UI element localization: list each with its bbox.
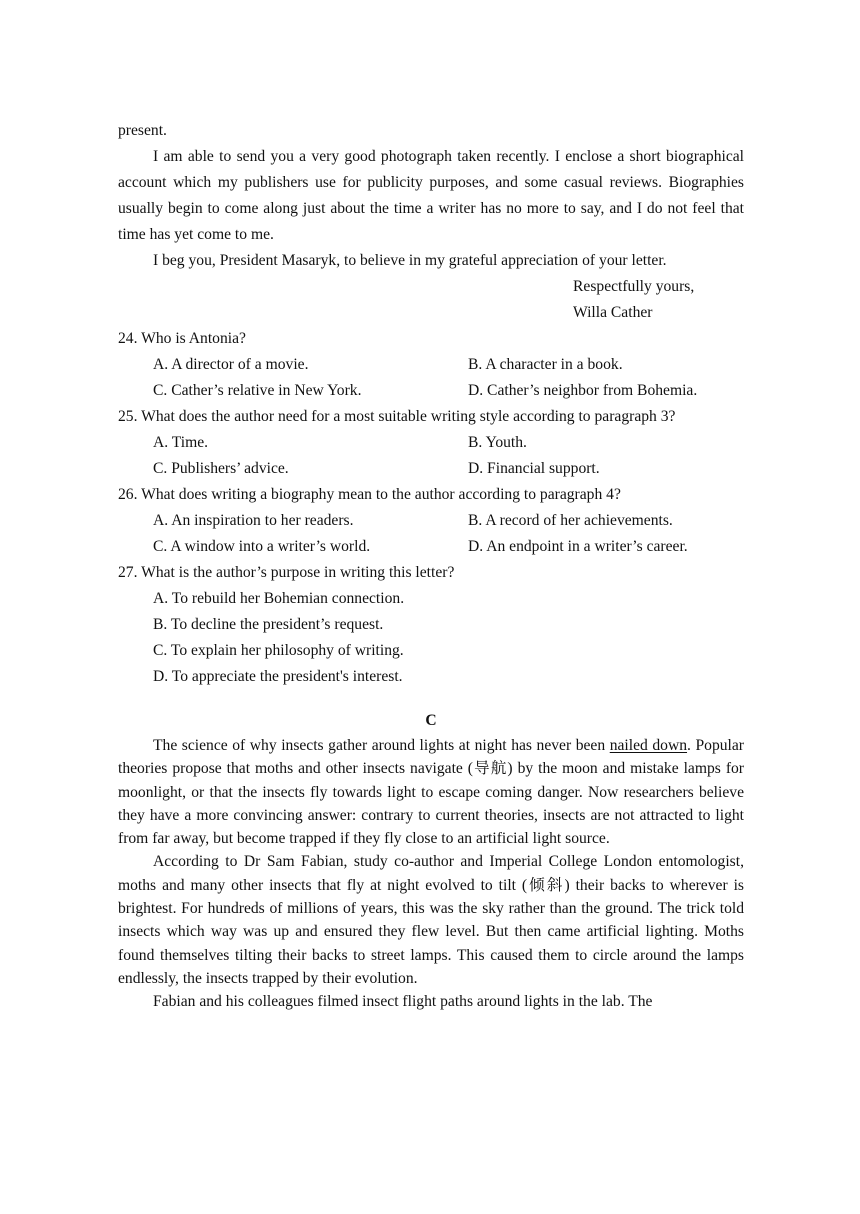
option-a: A. A director of a movie. xyxy=(153,356,309,373)
option-d: D. Cather’s neighbor from Bohemia. xyxy=(468,382,698,399)
option-c: C. To explain her philosophy of writing. xyxy=(153,642,404,659)
option-b: B. A record of her achievements. xyxy=(468,512,673,529)
passage-c xyxy=(118,734,744,1014)
question-options xyxy=(118,378,744,404)
option-d: D. Financial support. xyxy=(468,460,600,477)
letter-closing: Respectfully yours, xyxy=(573,278,695,295)
question-stem: 24. Who is Antonia? xyxy=(118,330,246,347)
option-a: A. Time. xyxy=(153,434,209,451)
question-options xyxy=(118,352,744,378)
letter-paragraph-photo: I am able to send you a very good photograph taken recently. I enclose a short biographical account which my publishers use for publicity purposes, and some casual reviews. Biographies usually begin to come along just about the time a writer has no more to say, and I do not feel that time has yet come to me. xyxy=(118,148,744,243)
option-b: B. A character in a book. xyxy=(468,356,623,373)
option-c: C. Cather’s relative in New York. xyxy=(153,382,362,399)
underlined-phrase: nailed down xyxy=(609,737,688,754)
passage-paragraph-3: Fabian and his colleagues filmed insect flight paths around lights in the lab. The xyxy=(153,993,653,1011)
option-d: D. An endpoint in a writer’s career. xyxy=(468,538,688,555)
option-b: B. To decline the president’s request. xyxy=(153,616,384,633)
document-page xyxy=(118,118,744,1014)
option-a: A. An inspiration to her readers. xyxy=(153,512,354,529)
question-options xyxy=(118,508,744,534)
passage-paragraph-2: According to Dr Sam Fabian, study co-author and Imperial College London entomologist, moths and many other insects that fly at night evolved to tilt (倾斜) their backs to wherever is brightest. For hundreds of millions of years, this was the sky rather than the ground. The trick told insects which way was up and ensured they flew level. But then came artificial lighting. Moths found themselves tilting their backs to street lamps. This caused them to circle around the lamps endlessly, the insects trapped by their evolution. xyxy=(118,853,744,987)
option-a: A. To rebuild her Bohemian connection. xyxy=(153,590,405,607)
option-b: B. Youth. xyxy=(468,434,527,451)
section-heading: C xyxy=(425,712,437,729)
paragraph-text: . Popular theories propose that moths and other insects navigate (导航) by the moon and mistake lamps for moonlight, or that the insects fly towards light to escape coming danger. Now researchers believe they have a more convincing answer: contrary to current theories, insects are not attracted to light from far away, but become trapped if they fly close to an artificial light source. xyxy=(118,737,744,848)
question-stem: 25. What does the author need for a most suitable writing style according to paragraph 3? xyxy=(118,408,676,425)
question-options xyxy=(118,534,744,560)
letter-line-present: present. xyxy=(118,122,167,139)
letter-signature: Willa Cather xyxy=(573,304,653,321)
letter-paragraph-beg: I beg you, President Masaryk, to believe in my grateful appreciation of your letter. xyxy=(153,252,667,269)
question-options xyxy=(118,430,744,456)
paragraph-text: The science of why insects gather around lights at night has never been xyxy=(153,737,610,754)
option-c: C. Publishers’ advice. xyxy=(153,460,289,477)
question-stem: 27. What is the author’s purpose in writing this letter? xyxy=(118,564,455,581)
option-d: D. To appreciate the president's interest. xyxy=(153,668,403,685)
question-stem: 26. What does writing a biography mean to the author according to paragraph 4? xyxy=(118,486,621,503)
passage-paragraph-1 xyxy=(118,734,744,850)
letter-section xyxy=(118,118,744,690)
question-options xyxy=(118,456,744,482)
option-c: C. A window into a writer’s world. xyxy=(153,538,371,555)
